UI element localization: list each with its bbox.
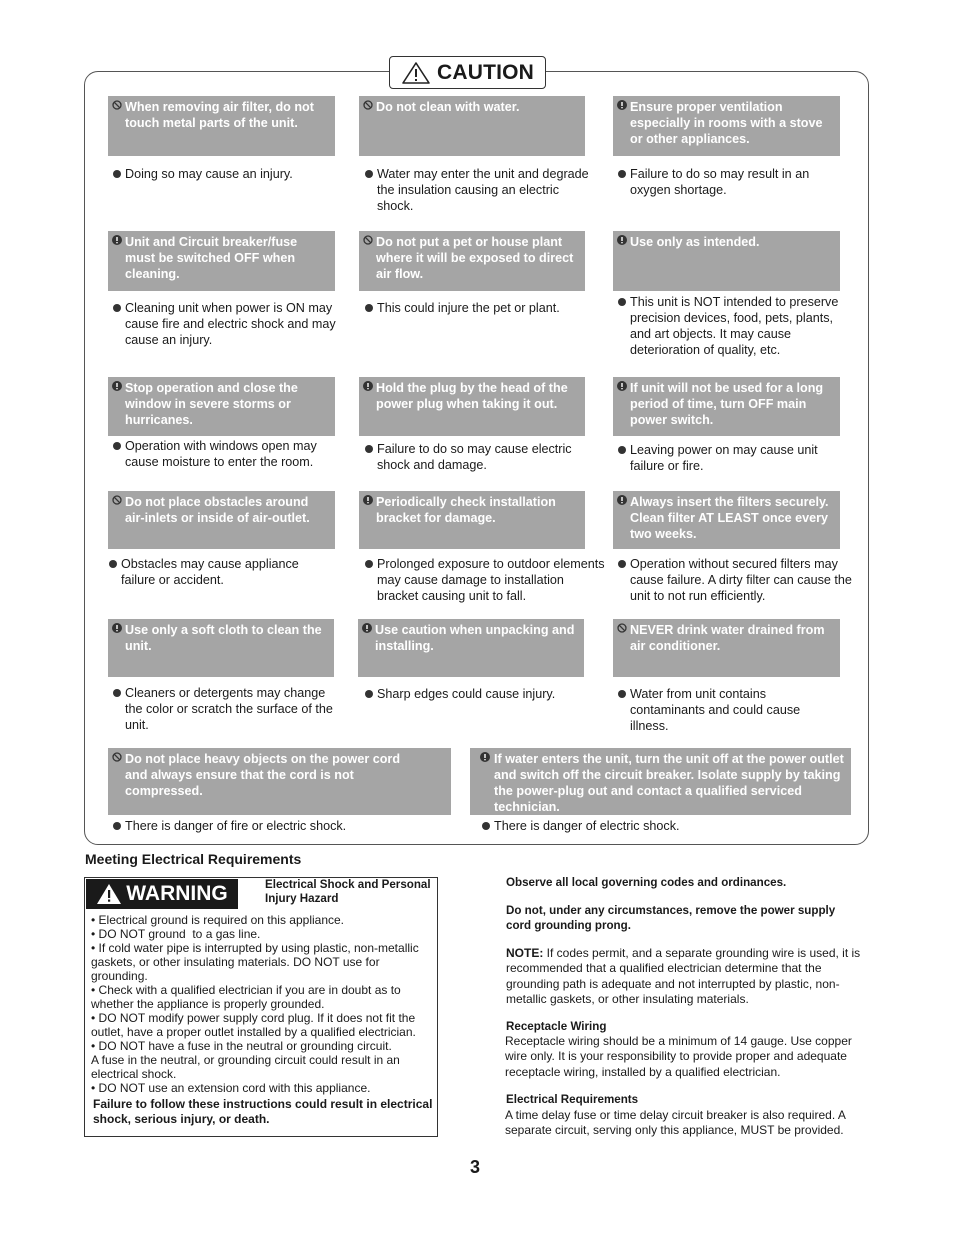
- note-paragraph: [506, 946, 866, 1007]
- bullet-icon: [618, 446, 626, 454]
- mandatory-icon: [617, 381, 627, 391]
- list-item: • DO NOT use an extension cord with this appliance.: [91, 1081, 371, 1095]
- caution-text: If water enters the unit, turn the unit off at the power outlet and switch off the circuit breaker. Isolate supply by taking the power-plug out and contact a qualified serviced technician.: [494, 752, 844, 814]
- note-text: Operation with windows open may cause moisture to enter the room.: [125, 439, 317, 469]
- caution-box: [359, 96, 585, 156]
- prohibited-icon: [112, 752, 122, 762]
- list-item: • If cold water pipe is interrupted by using plastic, non-metallic gaskets, or other insulating materials. DO NOT use for grounding.: [91, 941, 423, 983]
- caution-note: [108, 300, 338, 348]
- caution-box: [613, 619, 840, 677]
- warning-footer: Failure to follow these instructions could result in electrical shock, serious injury, or death.: [93, 1097, 433, 1126]
- note-text: Doing so may cause an injury.: [125, 167, 293, 181]
- bullet-icon: [113, 689, 121, 697]
- prohibited-icon: [112, 495, 122, 505]
- prohibited-icon: [363, 100, 373, 110]
- bullet-icon: [618, 298, 626, 306]
- caution-box: [358, 619, 584, 677]
- bullet-icon: [618, 690, 626, 698]
- caution-box: [359, 377, 585, 436]
- section-heading: Meeting Electrical Requirements: [85, 851, 302, 867]
- mandatory-icon: [112, 623, 122, 633]
- caution-text: Periodically check installation bracket for damage.: [376, 495, 556, 525]
- caution-note: [360, 441, 590, 473]
- caution-box: [359, 231, 585, 291]
- caution-text: Unit and Circuit breaker/fuse must be switched OFF when cleaning.: [125, 235, 298, 281]
- note-text: Water may enter the unit and degrade the insulation causing an electric shock.: [377, 167, 589, 213]
- caution-box: [108, 96, 335, 156]
- caution-text: Do not place heavy objects on the power cord and always ensure that the cord is not compressed.: [125, 752, 401, 798]
- caution-text: NEVER drink water drained from air conditioner.: [630, 623, 825, 653]
- mandatory-icon: [363, 495, 373, 505]
- electrical-heading: Electrical Requirements: [506, 1093, 639, 1106]
- prohibited-icon: [617, 623, 627, 633]
- note-text: This could injure the pet or plant.: [377, 301, 560, 315]
- note-text: There is danger of fire or electric shock.: [125, 819, 347, 833]
- caution-text: If unit will not be used for a long period of time, turn OFF main power switch.: [630, 381, 824, 427]
- caution-note: [104, 556, 336, 588]
- mandatory-icon: [617, 100, 627, 110]
- caution-note: [360, 556, 605, 604]
- note-text: Failure to do so may cause electric shock and damage.: [377, 442, 572, 472]
- note-text: Water from unit contains contaminants and could cause illness.: [630, 687, 801, 733]
- caution-note: [360, 686, 590, 702]
- caution-note: [613, 556, 863, 604]
- caution-text: Ensure proper ventilation especially in rooms with a stove or other appliances.: [630, 100, 823, 146]
- caution-note: [108, 438, 340, 470]
- receptacle-text: Receptacle wiring should be a minimum of 14 gauge. Use copper wire only. It is your responsibility to provide proper and adequate receptacle wiring, installed by a qualified electrician.: [505, 1034, 852, 1079]
- warning-title: WARNING: [126, 882, 228, 905]
- bullet-icon: [109, 560, 117, 568]
- caution-text: Use only as intended.: [630, 235, 760, 249]
- list-item: • Check with a qualified electrician if you are in doubt as to whether the appliance is properly grounded.: [91, 983, 405, 1011]
- caution-box: [613, 377, 840, 436]
- note-text: Obstacles may cause appliance failure or accident.: [121, 557, 299, 587]
- page-number: 3: [470, 1157, 481, 1177]
- caution-text: Stop operation and close the window in severe storms or hurricanes.: [125, 381, 298, 427]
- receptacle-heading: Receptacle Wiring: [506, 1020, 607, 1033]
- mandatory-icon: [480, 752, 490, 762]
- caution-title: CAUTION: [436, 60, 535, 84]
- list-item: A fuse in the neutral, or grounding circuit could result in an electrical shock.: [91, 1053, 404, 1081]
- caution-note: [613, 294, 848, 358]
- caution-box: [613, 96, 840, 156]
- note-label: NOTE:: [506, 946, 544, 960]
- note-text: Prolonged exposure to outdoor elements may cause damage to installation bracket causing unit to fall.: [377, 557, 605, 603]
- bullet-icon: [113, 822, 121, 830]
- list-item: • DO NOT ground to a gas line.: [91, 927, 261, 941]
- note-text: Failure to do so may result in an oxygen shortage.: [630, 167, 810, 197]
- mandatory-icon: [363, 381, 373, 391]
- bullet-icon: [618, 170, 626, 178]
- observe-text: Observe all local governing codes and ordinances.: [506, 876, 787, 889]
- bullet-icon: [482, 822, 490, 830]
- caution-text: Always insert the filters securely. Clean filter AT LEAST once every two weeks.: [630, 495, 829, 541]
- caution-note: [108, 685, 343, 733]
- bullet-icon: [365, 304, 373, 312]
- warning-list: [91, 913, 436, 1095]
- prohibited-icon: [363, 235, 373, 245]
- caution-text: When removing air filter, do not touch metal parts of the unit.: [125, 100, 314, 130]
- note-text: Cleaning unit when power is ON may cause fire and electric shock and may cause an injury.: [125, 301, 336, 347]
- note-text: Leaving power on may cause unit failure or fire.: [630, 443, 818, 473]
- mandatory-icon: [362, 623, 372, 633]
- caution-text: Use only a soft cloth to clean the unit.: [125, 623, 322, 653]
- warning-triangle-icon: [96, 883, 122, 905]
- note-body: If codes permit, and a separate grounding wire is used, it is recommended that a qualified electrician determine that the grounding path is adequate and not interrupted by plastic, non-metallic gaskets, or other insulating materials.: [506, 946, 861, 1006]
- caution-box: [613, 231, 840, 291]
- list-item: • Electrical ground is required on this appliance.: [91, 913, 345, 927]
- mandatory-icon: [112, 381, 122, 391]
- note-text: Operation without secured filters may cause failure. A dirty filter can cause the unit to not run efficiently.: [630, 557, 852, 603]
- caution-note: [613, 166, 848, 198]
- bullet-icon: [365, 690, 373, 698]
- caution-note: [613, 442, 848, 474]
- caution-note: [360, 300, 590, 316]
- caution-header: [389, 56, 546, 89]
- electrical-text: A time delay fuse or time delay circuit breaker is also required. A separate circuit, serving only this appliance, MUST be provided.: [505, 1108, 846, 1138]
- caution-text: Do not place obstacles around air-inlets or inside of air-outlet.: [125, 495, 310, 525]
- mandatory-icon: [112, 235, 122, 245]
- caution-box: [108, 231, 335, 291]
- mandatory-icon: [617, 235, 627, 245]
- warning-badge: [86, 879, 238, 909]
- caution-note: [613, 686, 823, 734]
- bullet-icon: [365, 445, 373, 453]
- caution-note: [360, 166, 590, 214]
- note-text: Cleaners or detergents may change the color or scratch the surface of the unit.: [125, 686, 333, 732]
- bullet-icon: [113, 304, 121, 312]
- note-text: Sharp edges could cause injury.: [377, 687, 556, 701]
- mandatory-icon: [617, 495, 627, 505]
- caution-box: [613, 491, 840, 549]
- caution-note: [108, 166, 338, 182]
- caution-note: [477, 818, 817, 834]
- bullet-icon: [618, 560, 626, 568]
- caution-box: [108, 491, 335, 549]
- caution-text: Use caution when unpacking and installing.: [375, 623, 575, 653]
- caution-box: [108, 377, 335, 436]
- caution-text: Do not put a pet or house plant where it will be exposed to direct air flow.: [376, 235, 574, 281]
- note-text: There is danger of electric shock.: [494, 819, 680, 833]
- caution-note: [108, 818, 448, 834]
- bullet-icon: [365, 560, 373, 568]
- bullet-icon: [113, 442, 121, 450]
- prohibited-icon: [112, 100, 122, 110]
- grounding-prong-text: Do not, under any circumstances, remove the power supply cord grounding prong.: [506, 904, 836, 933]
- warning-triangle-icon: [401, 61, 431, 85]
- caution-text: Do not clean with water.: [376, 100, 520, 114]
- caution-box: [470, 748, 851, 815]
- caution-box: [108, 619, 334, 677]
- bullet-icon: [113, 170, 121, 178]
- note-text: This unit is NOT intended to preserve precision devices, food, pets, plants, and art objects. It may cause deterioration of quality, etc.: [630, 295, 839, 357]
- caution-box: [359, 491, 585, 549]
- caution-text: Hold the plug by the head of the power plug when taking it out.: [376, 381, 568, 411]
- bullet-icon: [365, 170, 373, 178]
- list-item: • DO NOT have a fuse in the neutral or grounding circuit.: [91, 1039, 392, 1053]
- caution-box: [108, 748, 451, 815]
- warning-subtitle: Electrical Shock and Personal Injury Hazard: [265, 878, 431, 905]
- list-item: • DO NOT modify power supply cord plug. If it does not fit the outlet, have a proper outlet installed by a qualified electrician.: [91, 1011, 419, 1039]
